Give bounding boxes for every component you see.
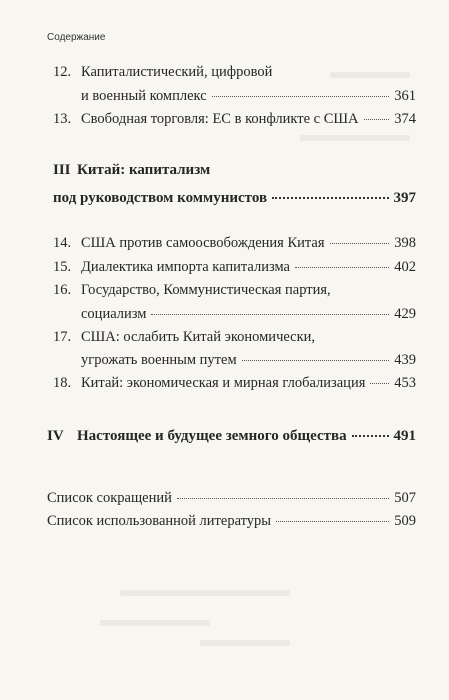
- part-4: [47, 428, 416, 445]
- toc-entry-15: [53, 259, 416, 276]
- page-number: 439: [394, 352, 416, 368]
- page-number: 453: [394, 375, 416, 391]
- part-title: Китай: капитализм: [77, 162, 211, 178]
- part-title: под руководством коммунистов: [53, 190, 268, 206]
- leader-dots: [370, 383, 389, 384]
- leader-dots: [212, 96, 390, 97]
- entry-title: Список использованной литературы: [47, 513, 272, 529]
- toc-entry-17-line2: [81, 352, 416, 369]
- leader-dots: [330, 243, 390, 244]
- chapter-title: Капиталистический, цифровой: [81, 64, 273, 80]
- toc-entry-17-line1: [53, 329, 315, 346]
- page-number: 507: [394, 490, 416, 506]
- page-number: 397: [393, 190, 416, 206]
- chapter-title: Диалектика импорта капитализма: [81, 259, 290, 275]
- part-number: III: [53, 162, 71, 178]
- chapter-number: 14.: [53, 235, 72, 251]
- page-number: 509: [394, 513, 416, 529]
- leader-dots: [352, 435, 389, 437]
- toc-entry-16-line1: [53, 282, 331, 299]
- bleed-through: [330, 72, 410, 78]
- leader-dots: [177, 498, 389, 499]
- leader-dots: [295, 267, 389, 268]
- page-number: 374: [394, 111, 416, 127]
- entry-title: Список сокращений: [47, 490, 172, 506]
- page-number: 398: [394, 235, 416, 251]
- bleed-through: [300, 135, 410, 141]
- part-number: IV: [47, 428, 64, 444]
- chapter-title: социализм: [81, 306, 147, 322]
- toc-entry-18: [53, 375, 416, 392]
- chapter-number: 18.: [53, 375, 72, 391]
- chapter-number: 16.: [53, 282, 72, 298]
- page-number: 491: [393, 428, 416, 444]
- toc-entry-13: [53, 111, 416, 128]
- part-3-line1: [53, 162, 210, 179]
- bleed-through: [200, 640, 290, 646]
- chapter-title: США против самоосвобождения Китая: [81, 235, 325, 251]
- running-header: Содержание: [47, 32, 106, 43]
- toc-entry-12-line2: [81, 88, 416, 105]
- leader-dots: [242, 360, 390, 361]
- chapter-title: угрожать военным путем: [81, 352, 237, 368]
- leader-dots: [276, 521, 389, 522]
- chapter-title: Государство, Коммунистическая партия,: [81, 282, 331, 298]
- page-number: 361: [394, 88, 416, 104]
- chapter-number: 12.: [53, 64, 72, 80]
- chapter-number: 13.: [53, 111, 72, 127]
- toc-entry-14: [53, 235, 416, 252]
- toc-entry-12-line1: [53, 64, 272, 81]
- chapter-title: Свободная торговля: ЕС в конфликте с США: [81, 111, 359, 127]
- leader-dots: [364, 119, 390, 120]
- part-3-line2: [53, 190, 416, 207]
- page-number: 402: [394, 259, 416, 275]
- toc-entry-abbreviations: [47, 490, 416, 507]
- chapter-number: 15.: [53, 259, 72, 275]
- chapter-title: Китай: экономическая и мирная глобализация: [81, 375, 366, 391]
- bleed-through: [120, 590, 290, 596]
- chapter-title: США: ослабить Китай экономически,: [81, 329, 316, 345]
- chapter-title: и военный комплекс: [81, 88, 207, 104]
- part-title: Настоящее и будущее земного общества: [77, 428, 347, 444]
- chapter-number: 17.: [53, 329, 72, 345]
- bleed-through: [100, 620, 210, 626]
- leader-dots: [272, 197, 388, 199]
- toc-entry-16-line2: [81, 306, 416, 323]
- page-number: 429: [394, 306, 416, 322]
- leader-dots: [151, 314, 389, 315]
- toc-entry-bibliography: [47, 513, 416, 530]
